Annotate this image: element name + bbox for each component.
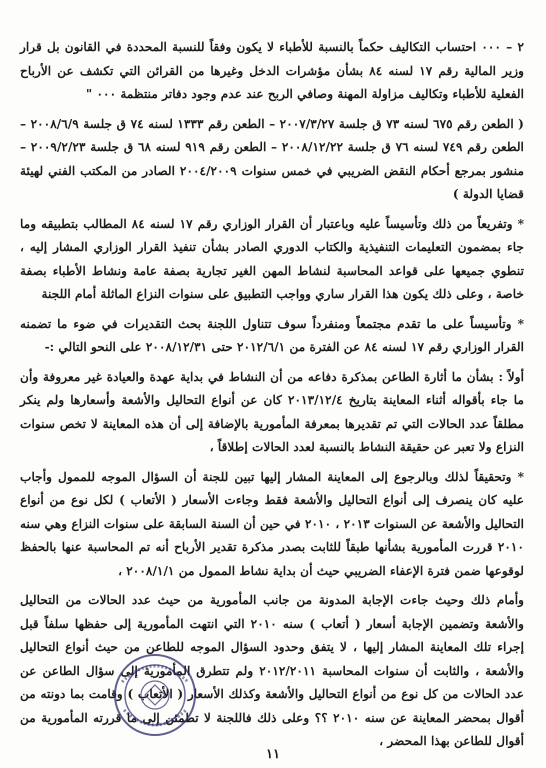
- seal-icon: [112, 652, 198, 738]
- paragraph: ( الطعن رقم ٦٧٥ لسنه ٧٣ ق جلسة ٢٠٠٧/٣/٢٧ – الطعن رقم ١٣٣٣ لسنه ٧٤ ق جلسة ٢٠٠٨/٦/٩ – الطعن رقم ٧٤٩ لسنه ٧٦ ق جلسة ٢٠٠٨/١٢/٢٢ – الطعن رقم ٩١٩ لسنه ٦٨ ق جلسة ٢٠٠٩/٢/٢٣ – منشور بمرجع أحكام النقض الضريبي في خمس سنوات ٢٠٠٤/٢٠٠٩ الصادر من المكتب الفني لهيئة قضايا الدولة ): [20, 116, 525, 201]
- paragraph: وأمام ذلك وحيث جاءت الإجابة المدونة من جانب المأمورية من حيث عدد الحالات من التحاليل والأشعة وتضمين الإجابة أسعار ( أتعاب ) سنه ٢٠١٠ التي انتهت المأمورية إلى حفظها سلفاً قبل إجراء تلك المعاينة المشار إليها ، لا يتفق وحدود السؤال الموجه للطاعن من حيث أنواع التحاليل والأشعة ، والثابت أن سنوات المحاسبة ٢٠١٢/٢٠١١ ولم تتطرق المأمورية إلى سؤال الطاعن عن عدد الحالات من كل نوع من أنواع التحاليل والأشعة وكذلك الأسعار ( الأتعاب ) وقامت بما دونته من أقوال بمحضر المعاينة عن سنه ٢٠١٠ ؟؟ وعلى ذلك فاللجنة لا تطمئن إلى ما قررته المأمورية من أقوال للطاعن بهذا المحضر ،: [20, 593, 524, 748]
- paragraph: أولاً : بشأن ما أثارة الطاعن بمذكرة دفاعه من أن النشاط في بداية عهدة والعيادة غير معروفة وأن ما جاء بأقواله أثناء المعاينة بتاريخ ٢٠١٣/١٢/٤ كان عن أنواع التحاليل والأشعة وأسعارها ولم ينكر مطلقاً عدد الحالات التي تم تقديرها بمعرفة المأمورية بالإضافة إلى أن هذه المعاينة لا تخص سنوات النزاع ولا تعبر عن حقيقة النشاط بالنسبة لعدد الحالات إطلاقاً ،: [20, 369, 524, 454]
- official-seal-stamp: [112, 652, 198, 738]
- paragraph: * وتحقيقاً لذلك وبالرجوع إلى المعاينة المشار إليها تبين للجنة أن السؤال الموجه للممول وأجاب عليه كان ينصرف إلى أنواع التحاليل والأشعة فقط وجاءت الأسعار ( الأتعاب ) لكل نوع من أنواع التحاليل والأشعة عن السنوات ٢٠١٣ ، ٢٠١٠ في حين أن السنة السابقة على سنوات النزاع وهي سنه ٢٠١٠ قررت المأمورية بشأنها طبقاً للثابت بصدر مذكرة تقدير الأرباح أنه تم المحاسبة عنها بالحفظ لوقوعها ضمن فترة الإعفاء الضريبي حيث أن بداية نشاط الممول من ٢٠٠٨/١/١ ،: [20, 469, 525, 578]
- paragraph: ٢ – ٠٠٠ احتساب التكاليف حكماً بالنسبة للأطباء لا يكون وفقاً للنسبة المحددة في القانون بل قرار وزير المالية رقم ١٧ لسنه ٨٤ بشأن مؤشرات الدخل وغيرها من القرائن التي تكشف عن الأرباح الفعلية للأطباء وتكاليف مزاولة المهنة وصافي الربح عند عدم وجود دفاتر منتظمة ٠٠٠ ": [20, 40, 524, 101]
- paragraph: * وتفريعاً من ذلك وتأسيساً عليه وباعتبار أن القرار الوزاري رقم ١٧ لسنه ٨٤ المطالب بتطبيقه وما جاء بمضمون التعليمات التنفيذية والكتاب الدوري الصادر بشأن تنفيذ القرار الوزاري المشار إليه ، تنطوي جميعها على قواعد المحاسبة لنشاط المهن الغير تجارية بصفة عامة ونشاط الأطباء بصفة خاصة ، وعلى ذلك يكون هذا القرار ساري وواجب التطبيق على سنوات النزاع الماثلة أمام اللجنة: [20, 216, 525, 301]
- document-body: [20, 36, 525, 748]
- page-number: ١١: [266, 747, 280, 762]
- paragraph: * وتأسيساً على ما تقدم مجتمعاً ومنفرداً سوف تتناول اللجنة بحث التقديرات في ضوء ما تضمنه القرار الوزاري رقم ١٧ لسنه ٨٤ عن الفترة من ٢٠١٢/٦/١ حتى ٢٠٠٨/١٢/٣١ على النحو التالي :-: [20, 316, 524, 354]
